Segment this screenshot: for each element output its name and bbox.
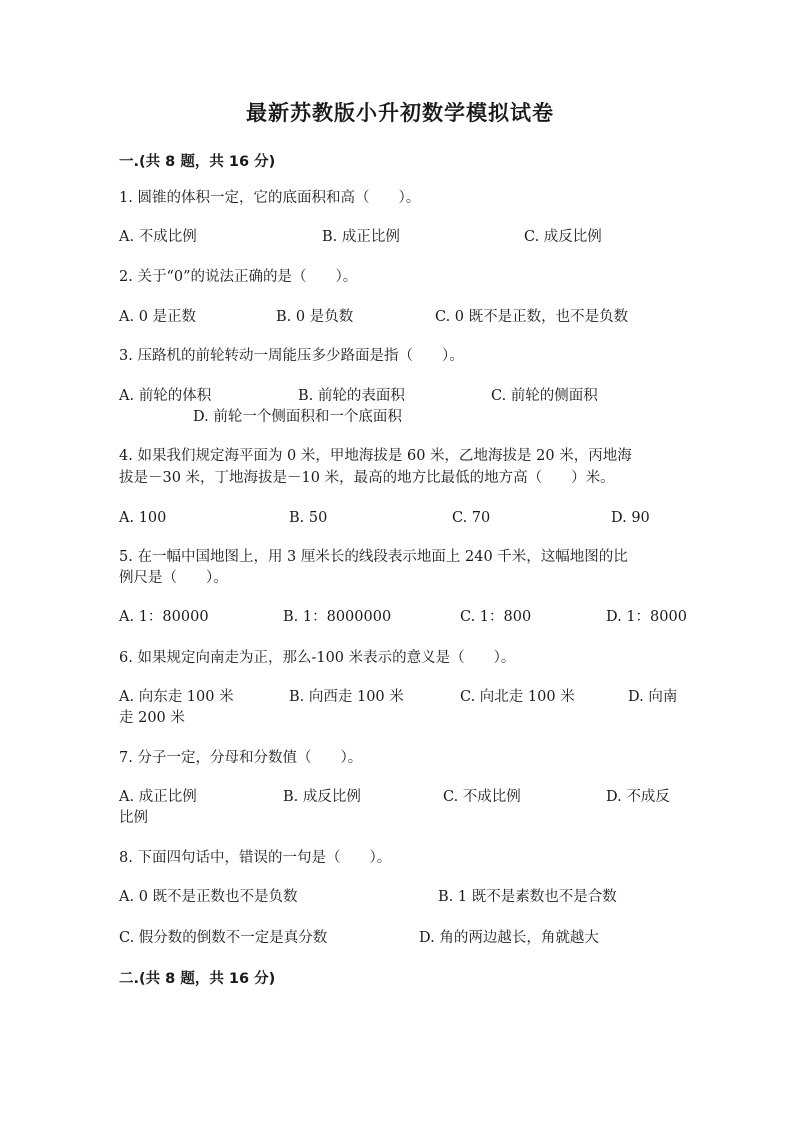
- q5-option-d: D. 1：8000: [606, 609, 687, 625]
- page-title: 最新苏教版小升初数学模拟试卷: [246, 101, 554, 125]
- q7-option-a: A. 成正比例: [119, 789, 197, 805]
- q4-option-c: C. 70: [452, 510, 491, 526]
- q1-option-b: B. 成正比例: [322, 229, 400, 245]
- q6-option-d: D. 向南: [628, 689, 678, 705]
- q6-option-c: C. 向北走 100 米: [460, 689, 575, 705]
- question-4-stem-line1: 4. 如果我们规定海平面为 0 米，甲地海拔是 60 米，乙地海拔是 20 米，丙地海: [119, 448, 632, 464]
- q8-option-d: D. 角的两边越长，角就越大: [419, 930, 599, 946]
- q2-option-c: C. 0 既不是正数，也不是负数: [435, 309, 629, 325]
- q2-option-b: B. 0 是负数: [276, 309, 354, 325]
- q1-option-a: A. 不成比例: [119, 229, 197, 245]
- q7-option-d: D. 不成反: [606, 789, 670, 805]
- q8-option-b: B. 1 既不是素数也不是合数: [438, 889, 617, 905]
- q1-option-c: C. 成反比例: [524, 229, 602, 245]
- question-7-stem: 7. 分子一定，分母和分数值（ ）。: [119, 750, 363, 766]
- q3-option-d: D. 前轮一个侧面积和一个底面积: [193, 409, 402, 425]
- question-4-stem-line2: 拔是－30 米，丁地海拔是－10 米，最高的地方比最低的地方高（ ）米。: [119, 470, 615, 486]
- question-6-stem: 6. 如果规定向南走为正，那么-100 米表示的意义是（ ）。: [119, 650, 516, 666]
- question-2-stem: 2. 关于“0”的说法正确的是（ ）。: [119, 269, 358, 285]
- question-1-stem: 1. 圆锥的体积一定，它的底面积和高（ ）。: [119, 190, 421, 206]
- q7-option-d-continued: 比例: [119, 810, 148, 826]
- q4-option-a: A. 100: [119, 510, 167, 526]
- q3-option-a: A. 前轮的体积: [119, 388, 212, 404]
- q2-option-a: A. 0 是正数: [119, 309, 197, 325]
- question-5-stem-line2: 例尺是（ ）。: [119, 570, 228, 586]
- section-heading-1: 一.(共 8 题，共 16 分): [119, 154, 276, 170]
- q5-option-c: C. 1：800: [460, 609, 532, 625]
- q8-option-a: A. 0 既不是正数也不是负数: [119, 889, 298, 905]
- question-3-stem: 3. 压路机的前轮转动一周能压多少路面是指（ ）。: [119, 348, 464, 364]
- q5-option-a: A. 1：80000: [119, 609, 209, 625]
- q8-option-c: C. 假分数的倒数不一定是真分数: [119, 930, 328, 946]
- q4-option-b: B. 50: [289, 510, 328, 526]
- q6-option-d-continued: 走 200 米: [119, 710, 185, 726]
- q6-option-b: B. 向西走 100 米: [289, 689, 404, 705]
- q3-option-c: C. 前轮的侧面积: [491, 388, 598, 404]
- q7-option-c: C. 不成比例: [443, 789, 521, 805]
- q7-option-b: B. 成反比例: [283, 789, 361, 805]
- q5-option-b: B. 1：8000000: [283, 609, 392, 625]
- q6-option-a: A. 向东走 100 米: [119, 689, 234, 705]
- question-5-stem-line1: 5. 在一幅中国地图上，用 3 厘米长的线段表示地面上 240 千米，这幅地图的比: [119, 549, 628, 565]
- q3-option-b: B. 前轮的表面积: [298, 388, 405, 404]
- question-8-stem: 8. 下面四句话中，错误的一句是（ ）。: [119, 850, 392, 866]
- q4-option-d: D. 90: [611, 510, 650, 526]
- section-heading-2: 二.(共 8 题，共 16 分): [119, 971, 276, 987]
